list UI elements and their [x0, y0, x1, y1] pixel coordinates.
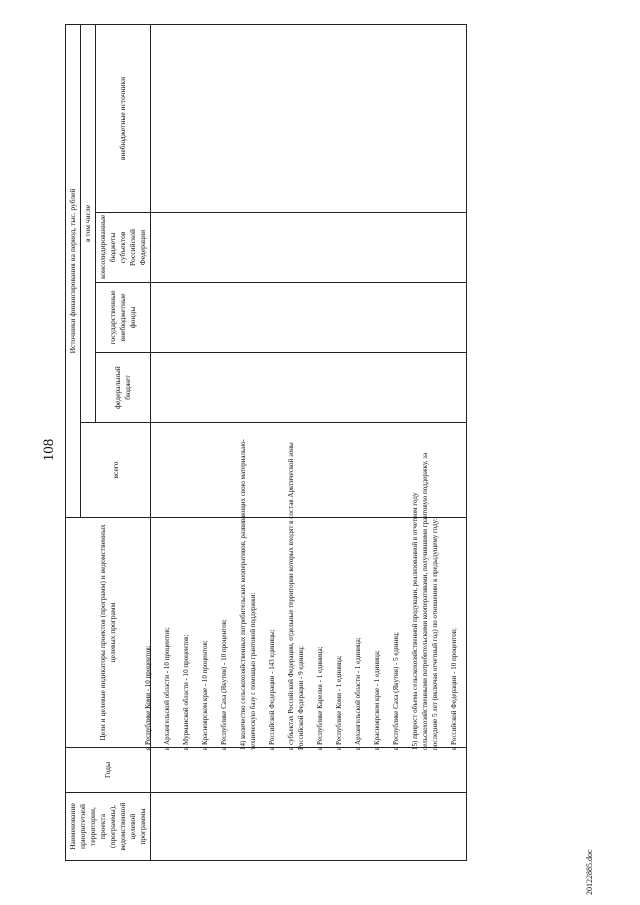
indicator-line: 14) количество сельскохозяйственных потребительских кооперативов, развивающих свою материально-техническую базу с помощью грантовой поддержки: [239, 439, 257, 750]
header-regional: консолидированные бюджеты субъектов Российской Федерации [96, 213, 151, 283]
header-total: всего [81, 423, 151, 518]
header-name: Наименование приоритетной территории, проекта (программы), ведомственной целевой программы [66, 793, 151, 861]
indicator-line: в Красноярском крае - 10 процентов; [201, 640, 209, 750]
header-federal: федеральный бюджет [96, 353, 151, 423]
rotated-page [35, 25, 610, 895]
body-regional [151, 213, 467, 283]
header-extra: внебюджетные источники [96, 24, 151, 212]
body-extra [151, 24, 467, 212]
header-state-funds: государственные внебюджетные фонды [96, 283, 151, 353]
header-goals: Цели и целевые индикаторы проектов (программ) и ведомственных целевых программ [66, 518, 151, 748]
header-including: в том числе [81, 24, 96, 422]
indicator-line: в субъектах Российской Федерации, отдельные территории которых входят в состав Арктической зоны Российской Федерации - 9 единиц; [287, 442, 305, 750]
indicator-line: в Российской Федерации - 143 единицы; [268, 629, 276, 750]
page-number: 108 [41, 438, 57, 462]
indicator-line: в Мурманской области - 10 процентов; [182, 634, 190, 750]
header-years: Годы [66, 748, 151, 793]
indicator-line: в Республике Саха (Якутия) - 10 процентов; [220, 619, 228, 750]
body-years [151, 748, 467, 793]
indicator-line: в Республике Саха (Якутия) - 5 единиц; [392, 632, 400, 750]
indicator-line: в Республике Коми - 1 единица; [335, 655, 343, 750]
body-state-funds [151, 283, 467, 353]
body-name [151, 793, 467, 861]
indicator-line: в Республике Карелия - 1 единица; [316, 646, 324, 750]
indicator-line: 15) прирост объема сельскохозяйственной продукции, реализованной в отчетном году сельскохозяйственными потребительскими кооперативами, получившими грантовую поддержку, за последние 5 лет (включая отчетный год) по отношению к предыдущему году: [411, 452, 439, 750]
indicator-lines [143, 430, 468, 750]
indicator-line: в Красноярском крае - 1 единица; [373, 650, 381, 750]
indicator-line: в Российской Федерации - 10 процентов; [450, 627, 458, 750]
header-sources: Источники финансирования на период, тыс. рублей [66, 24, 81, 517]
body-federal [151, 353, 467, 423]
indicator-line: в Архангельской области - 1 единица; [354, 637, 362, 750]
indicator-line: в Республике Коми - 10 процентов; [144, 645, 152, 750]
footer-filename: 20122885.doc [585, 849, 594, 895]
indicator-line: в Архангельской области - 10 процентов; [163, 627, 171, 750]
